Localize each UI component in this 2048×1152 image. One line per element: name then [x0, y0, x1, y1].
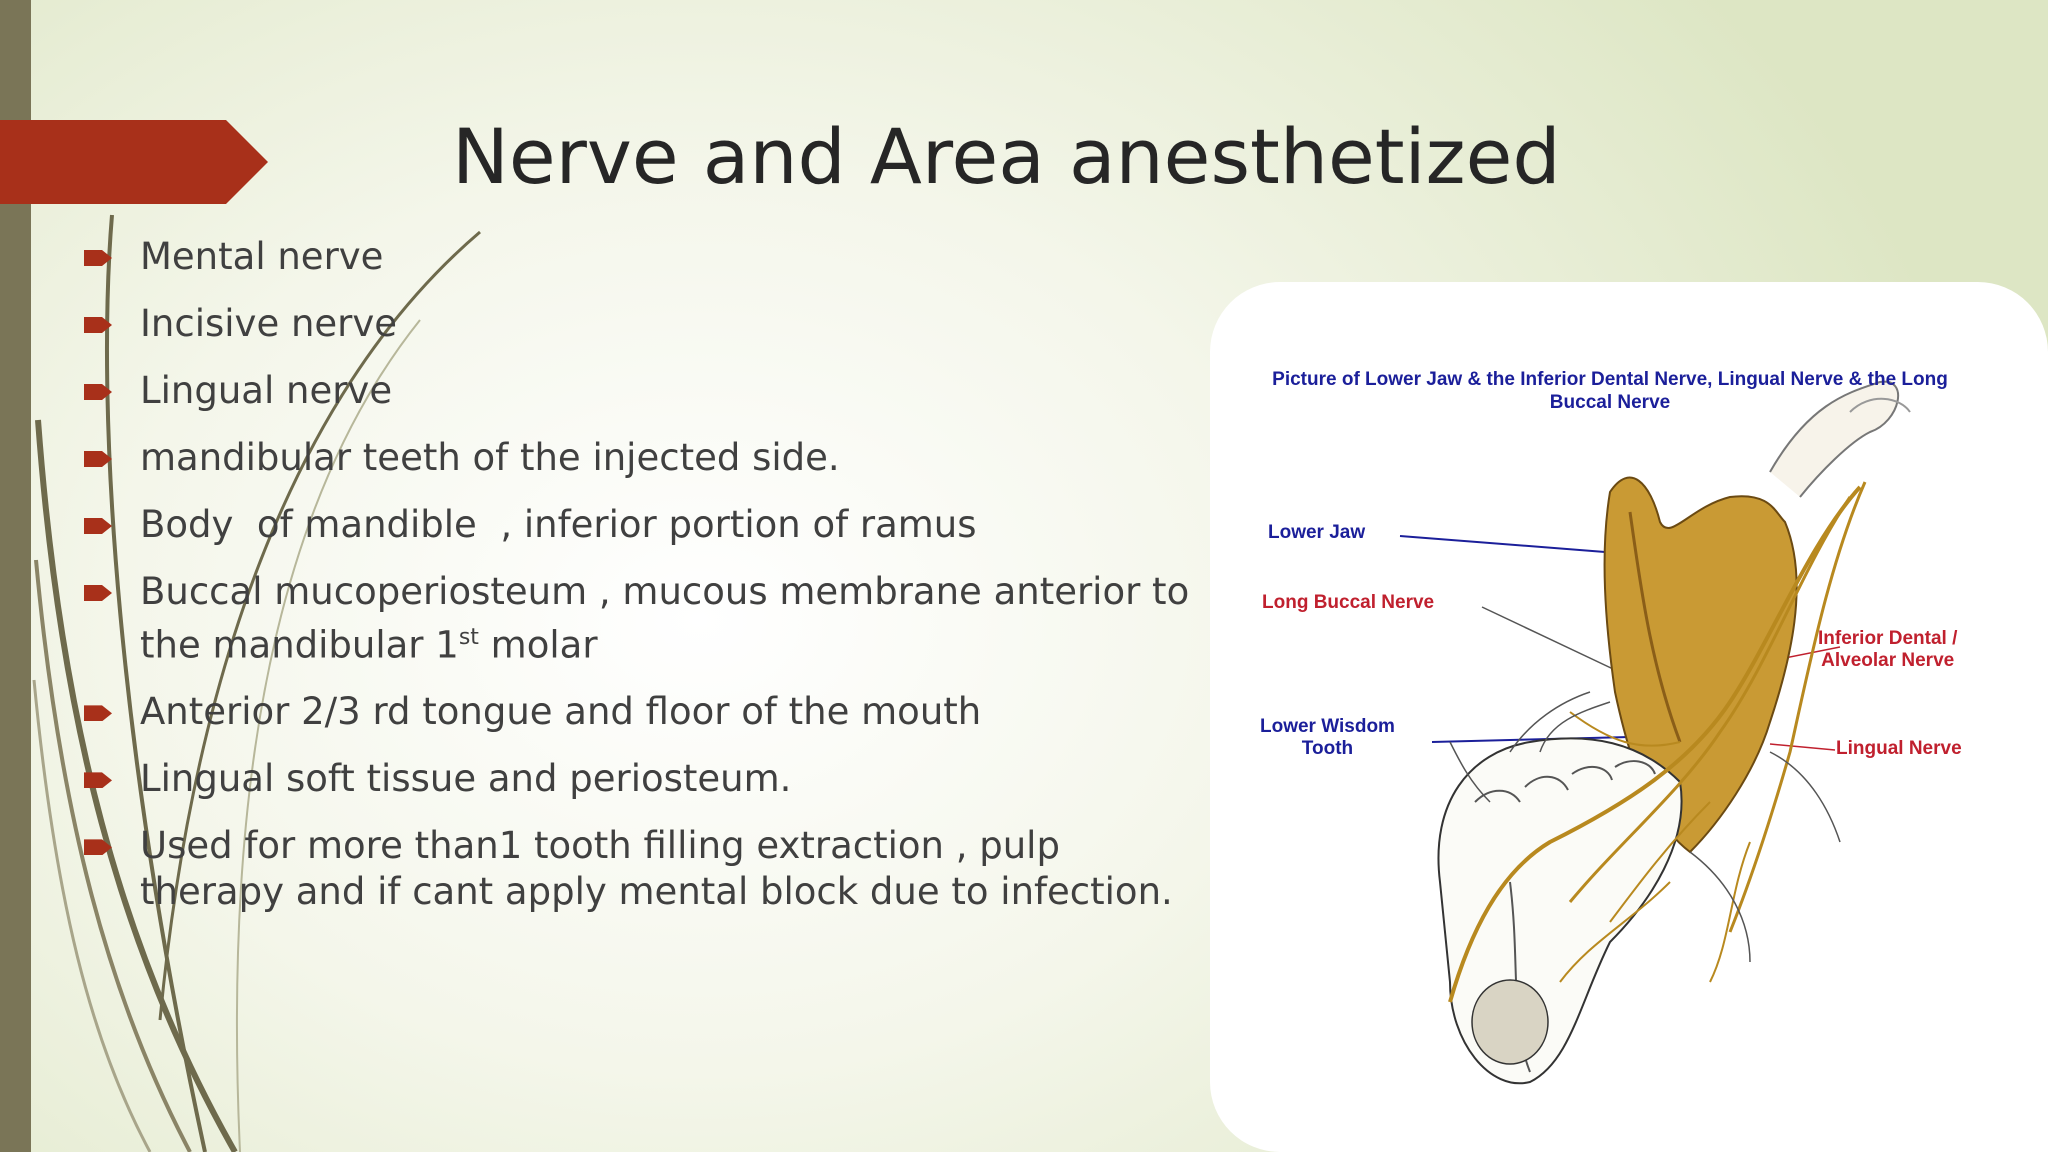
- bullet-arrow-icon: [84, 317, 112, 333]
- label-inferior-dental-nerve: [1818, 628, 1957, 672]
- slide-title: Nerve and Area anesthetized: [452, 112, 1561, 201]
- bullet-arrow-icon: [84, 839, 112, 855]
- bullet-text: Mental nerve: [140, 235, 384, 278]
- bullet-text-end: molar: [478, 623, 598, 667]
- bullet-item: [84, 823, 1214, 915]
- bullet-text: Lingual nerve: [140, 369, 393, 412]
- bullet-arrow-icon: [84, 705, 112, 721]
- superscript-st: st: [458, 625, 479, 650]
- bullet-item: [84, 435, 1214, 481]
- bullet-arrow-icon: [84, 250, 112, 266]
- bullet-list: [84, 234, 1214, 936]
- jaw-nerve-figure: [1210, 282, 2048, 1152]
- bullet-text: mandibular teeth of the injected side.: [140, 436, 840, 479]
- label-inferior-line-2: Alveolar Nerve: [1821, 650, 1955, 671]
- bullet-text: Body of mandible , inferior portion of ramus: [140, 503, 977, 546]
- label-inferior-line-1: Inferior Dental /: [1818, 628, 1958, 649]
- label-lingual-nerve: Lingual Nerve: [1836, 738, 1962, 759]
- bullet-item: [84, 301, 1214, 347]
- bullet-text: Anterior 2/3 rd tongue and floor of the mouth: [140, 690, 982, 734]
- bullet-item: [84, 569, 1214, 668]
- bullet-item: [84, 368, 1214, 414]
- bullet-arrow-icon: [84, 772, 112, 788]
- bullet-arrow-icon: [84, 384, 112, 400]
- bullet-item: [84, 756, 1214, 802]
- title-accent-arrow: [0, 120, 268, 204]
- label-wisdom-line-1: Lower Wisdom: [1260, 716, 1395, 737]
- figure-title: Picture of Lower Jaw & the Inferior Dental Nerve, Lingual Nerve & the Long Buccal Nerve: [1272, 369, 1948, 413]
- bullet-text: Used for more than1 tooth filling extraction , pulp therapy and if cant apply mental block due to infection.: [140, 824, 1173, 914]
- label-lower-jaw: Lower Jaw: [1268, 522, 1366, 543]
- bullet-item: [84, 234, 1214, 280]
- label-long-buccal-nerve: Long Buccal Nerve: [1262, 592, 1435, 613]
- bullet-text: Buccal mucoperiosteum , mucous membrane anterior to the mandibular 1: [140, 570, 1190, 667]
- bullet-arrow-icon: [84, 585, 112, 601]
- label-wisdom-line-2: Tooth: [1301, 738, 1354, 759]
- bullet-arrow-icon: [84, 518, 112, 534]
- bullet-item: [84, 689, 1214, 735]
- bullet-arrow-icon: [84, 451, 112, 467]
- bullet-text: Incisive nerve: [140, 302, 398, 345]
- bullet-text: Lingual soft tissue and periosteum.: [140, 757, 792, 801]
- bullet-item: [84, 502, 1214, 548]
- label-lower-wisdom-tooth: [1260, 716, 1395, 760]
